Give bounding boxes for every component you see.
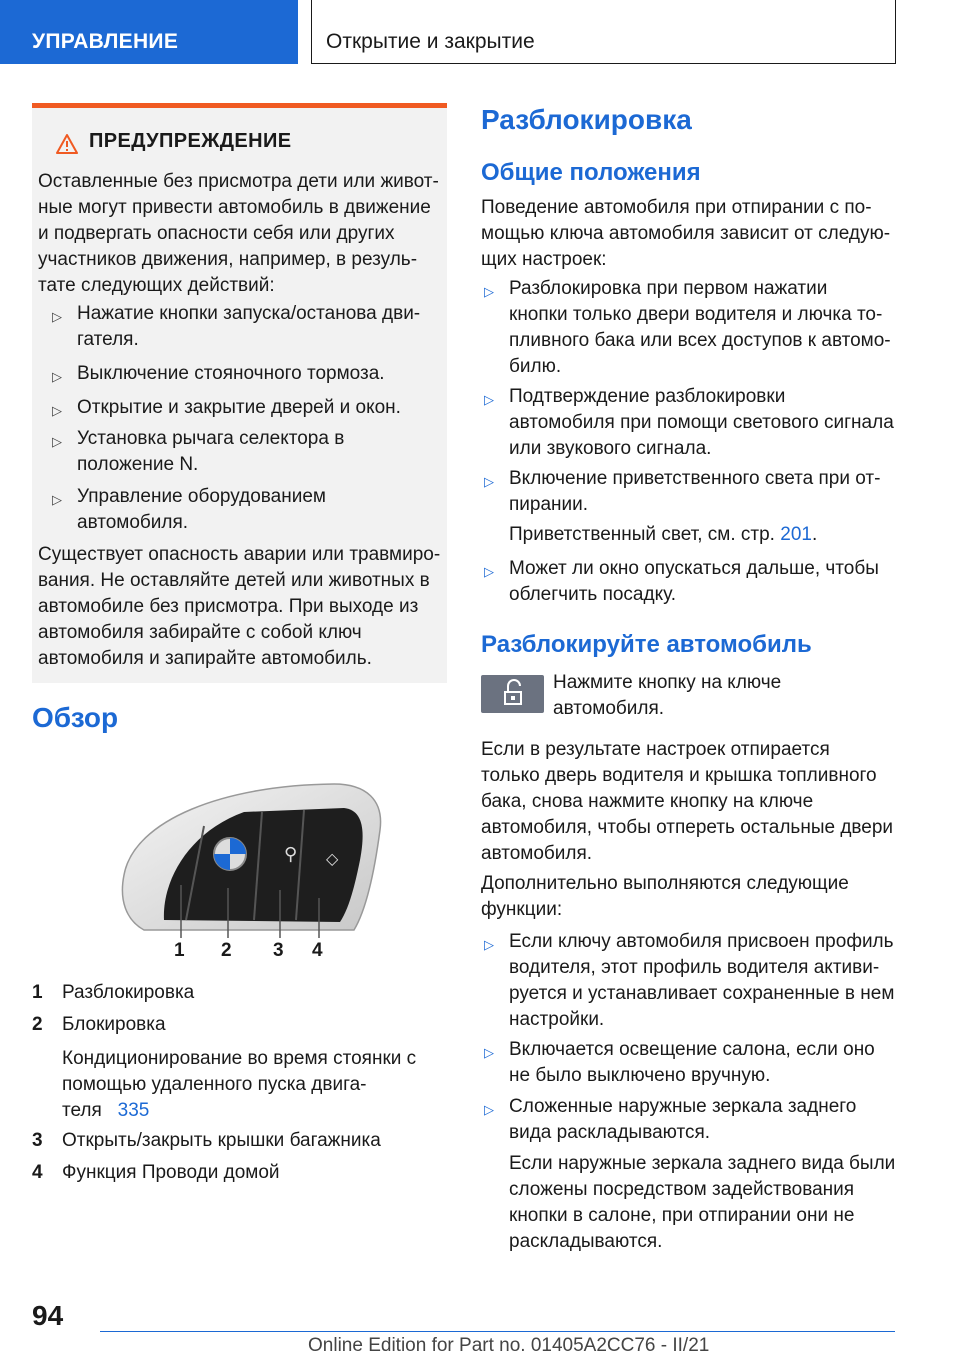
callout-4: 4 (312, 940, 323, 961)
callout-3: 3 (273, 940, 284, 961)
legend-number: 3 (32, 1130, 43, 1151)
section-tab (0, 0, 298, 64)
overview-heading: Обзор (32, 702, 119, 733)
bullet-triangle-icon: ▷ (52, 492, 62, 507)
general-heading: Общие положения (481, 159, 701, 186)
bullet-triangle-icon: ▷ (484, 1102, 494, 1117)
bullet-triangle-icon: ▷ (52, 434, 62, 449)
unlock-padlock-icon (481, 675, 544, 713)
warning-box: ПРЕДУПРЕЖДЕНИЕ Оставленные без присмотра дети или живот- ные могут привести автомобиль в движение и подвергать опасности себя или других участников движения, например, в резуль- тате следующих действий: ▷ Нажатие кнопки запуска/останова дви- гателя. ▷ Выключение стояночного тормоза. ▷ Открытие и закрытие дверей и окон. ▷ Установка рычага селектора в положение N. ▷ Управление оборудованием автомобиля. Существует опасность аварии или травмиро- вания. Не оставляйте детей или животных в автомобиле без присмотра. При выходе из автомобиля забирайте с собой ключ автомобиля и запирайте автомобиль. (32, 103, 447, 683)
bullet-triangle-icon: ▷ (484, 474, 494, 489)
chapter-title: Открытие и закрытие (326, 30, 535, 53)
unlock-action-text: Нажмите кнопку на ключе автомобиля. (553, 672, 782, 719)
callout-2: 2 (221, 940, 232, 961)
mirror-note: Если наружные зеркала заднего вида были сложены посредством задействования кнопки в салоне, при отпирании они не раскладываются. (509, 1153, 896, 1252)
bullet-triangle-icon: ▷ (484, 284, 494, 299)
page-number: 94 (32, 1300, 64, 1331)
bullet-triangle-icon: ▷ (484, 937, 494, 952)
legend-number: 4 (32, 1162, 43, 1183)
general-text: Поведение автомобиля при отпирании с по- мощью ключа автомобиля зависит от следую- щих настроек: (481, 197, 891, 270)
warning-intro: Оставленные без присмотра дети или живот- ные могут привести автомобиль в движение и подвергать опасности себя или других участников движения, например, в резуль- тате следующих действий: (38, 171, 439, 296)
more-text: Дополнительно выполняются следующие функции: (481, 873, 849, 920)
page-link[interactable]: 335 (117, 1100, 150, 1121)
legend-number: 2 (32, 1014, 43, 1035)
unlock-action-heading: Разблокируйте автомобиль (481, 631, 812, 658)
svg-text:◇: ◇ (326, 849, 339, 868)
welcome-light-ref: Приветственный свет, см. стр. 201. (509, 524, 818, 545)
warning-outro: Существует опасность аварии или травмиро- вания. Не оставляйте детей или животных в автомобиле без присмотра. При выходе из автомобиля забирайте с собой ключ автомобиля и запирайте автомобиль. (38, 544, 441, 669)
svg-text:⚲: ⚲ (284, 844, 298, 865)
bullet-triangle-icon: ▷ (484, 1045, 494, 1060)
callout-1: 1 (174, 940, 185, 961)
bullet-triangle-icon: ▷ (484, 392, 494, 407)
legend-label: Блокировка (62, 1014, 166, 1035)
unlock-heading: Разблокировка (481, 104, 692, 135)
legend-number: 1 (32, 982, 43, 1003)
legend-label: Открыть/закрыть крышки багажника (62, 1130, 381, 1151)
warning-triangle-icon (56, 133, 78, 155)
edition-note: Online Edition for Part no. 01405A2CC76 - II/21 (308, 1335, 710, 1356)
legend-note: Кондиционирование во время стоянки с помощью удаленного пуска двига- теля 335 (62, 1048, 417, 1121)
warning-title: ПРЕДУПРЕЖДЕНИЕ (89, 130, 292, 152)
legend-label: Разблокировка (62, 982, 195, 1003)
footer-divider (100, 1331, 895, 1332)
bullet-triangle-icon: ▷ (52, 309, 62, 324)
key-fob-illustration (104, 780, 394, 970)
chapter-tab (311, 0, 896, 64)
bullet-triangle-icon: ▷ (52, 403, 62, 418)
legend-label: Функция Проводи домой (62, 1162, 280, 1183)
bullet-triangle-icon: ▷ (52, 369, 62, 384)
bullet-triangle-icon: ▷ (484, 564, 494, 579)
after-text: Если в результате настроек отпирается только дверь водителя и крышка топливного бака, снова нажмите кнопку на ключе автомобиля, чтобы отпереть остальные двери автомобиля. (481, 739, 894, 864)
page-link[interactable]: 201 (780, 524, 812, 545)
section-title: УПРАВЛЕНИЕ (32, 30, 179, 53)
